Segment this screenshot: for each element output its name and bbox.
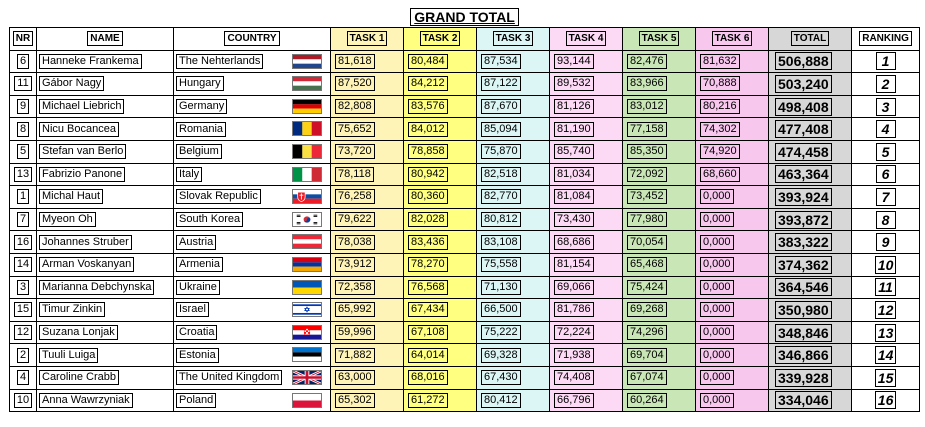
task-6-score: 0,000 (700, 393, 734, 408)
total-score: 348,846 (775, 324, 832, 342)
row-nr: 4 (17, 370, 29, 385)
task-2-score: 78,270 (408, 257, 448, 272)
croatia-flag-icon (292, 325, 322, 340)
competitor-name: Michael Liebrich (39, 99, 124, 114)
task-2-score: 67,434 (408, 302, 448, 317)
row-nr: 3 (17, 280, 29, 295)
country-name: Israel (176, 302, 209, 317)
task-6-score: 0,000 (700, 212, 734, 227)
row-nr: 14 (14, 257, 32, 272)
total-score: 503,240 (775, 75, 832, 93)
competitor-name: Michal Haut (39, 189, 103, 204)
country-name: The Nehterlands (176, 54, 263, 69)
competitor-name: Johannes Struber (39, 235, 132, 250)
task-3-score: 83,108 (481, 235, 521, 250)
row-nr: 13 (14, 167, 32, 182)
task-6-score: 80,216 (700, 99, 740, 114)
task-3-score: 85,094 (481, 122, 521, 137)
ranking-value: 6 (876, 165, 896, 183)
total-score: 474,458 (775, 143, 832, 161)
country-name: Armenia (176, 257, 223, 272)
table-title: GRAND TOTAL (410, 8, 519, 26)
competitor-name: Caroline Crabb (39, 370, 119, 385)
table-row (10, 299, 920, 322)
header-ranking: RANKING (859, 31, 912, 46)
row-nr: 16 (14, 235, 32, 250)
table-row (10, 50, 920, 73)
competitor-name: Timur Zinkin (39, 302, 105, 317)
competitor-name: Tuuli Luiga (39, 348, 98, 363)
table-row (10, 231, 920, 254)
header-task-6: TASK 6 (712, 31, 753, 46)
task-6-score: 0,000 (700, 325, 734, 340)
table-row (10, 118, 920, 141)
table-row (10, 253, 920, 276)
task-3-score: 80,812 (481, 212, 521, 227)
ranking-value: 10 (875, 256, 897, 274)
country-name: Slovak Republic (176, 189, 261, 204)
task-4-score: 71,938 (554, 348, 594, 363)
task-1-score: 78,038 (335, 235, 375, 250)
south-korea-flag-icon (292, 212, 322, 227)
task-1-score: 59,996 (335, 325, 375, 340)
task-2-score: 67,108 (408, 325, 448, 340)
competitor-name: Suzana Lonjak (39, 325, 118, 340)
task-5-score: 70,054 (627, 235, 667, 250)
task-1-score: 72,358 (335, 280, 375, 295)
header-task-2: TASK 2 (420, 31, 461, 46)
uk-flag-icon (292, 370, 322, 385)
task-4-score: 85,740 (554, 144, 594, 159)
task-5-score: 72,092 (627, 167, 667, 182)
header-task-5: TASK 5 (639, 31, 680, 46)
task-1-score: 75,652 (335, 122, 375, 137)
task-2-score: 84,012 (408, 122, 448, 137)
country-name: Hungary (176, 76, 224, 91)
task-1-score: 81,618 (335, 54, 375, 69)
task-1-score: 65,302 (335, 393, 375, 408)
task-5-score: 77,158 (627, 122, 667, 137)
germany-flag-icon (292, 99, 322, 114)
task-6-score: 74,920 (700, 144, 740, 159)
task-2-score: 83,436 (408, 235, 448, 250)
country-name: Estonia (176, 348, 219, 363)
table-row (10, 208, 920, 231)
task-3-score: 87,122 (481, 76, 521, 91)
task-4-score: 89,532 (554, 76, 594, 91)
task-3-score: 71,130 (481, 280, 521, 295)
competitor-name: Stefan van Berlo (39, 144, 126, 159)
row-nr: 1 (17, 189, 29, 204)
task-6-score: 81,632 (700, 54, 740, 69)
task-5-score: 69,704 (627, 348, 667, 363)
task-3-score: 87,534 (481, 54, 521, 69)
total-score: 334,046 (775, 391, 832, 409)
ranking-value: 13 (875, 324, 897, 342)
total-score: 374,362 (775, 256, 832, 274)
ranking-value: 16 (875, 391, 897, 409)
task-5-score: 75,424 (627, 280, 667, 295)
country-name: Austria (176, 235, 216, 250)
task-3-score: 80,412 (481, 393, 521, 408)
country-name: Italy (176, 167, 202, 182)
task-1-score: 73,720 (335, 144, 375, 159)
task-5-score: 67,074 (627, 370, 667, 385)
task-5-score: 60,264 (627, 393, 667, 408)
israel-flag-icon (292, 302, 322, 317)
ranking-value: 5 (876, 143, 896, 161)
task-1-score: 78,118 (335, 167, 374, 182)
task-3-score: 82,518 (481, 167, 521, 182)
row-nr: 2 (17, 348, 29, 363)
country-name: The United Kingdom (176, 370, 282, 385)
header-task-4: TASK 4 (566, 31, 607, 46)
ranking-value: 14 (875, 346, 897, 364)
belgium-flag-icon (292, 144, 322, 159)
task-6-score: 70,888 (700, 76, 740, 91)
table-row (10, 186, 920, 209)
table-row (10, 389, 920, 412)
task-4-score: 81,190 (554, 122, 594, 137)
task-2-score: 84,212 (408, 76, 448, 91)
task-6-score: 0,000 (700, 348, 734, 363)
task-4-score: 74,408 (554, 370, 594, 385)
total-score: 364,546 (775, 278, 832, 296)
grand-total-sheet (9, 7, 919, 412)
row-nr: 11 (14, 76, 31, 91)
header-name: NAME (87, 31, 122, 46)
task-3-score: 75,558 (481, 257, 521, 272)
country-name: South Korea (176, 212, 243, 227)
country-name: Romania (176, 122, 226, 137)
task-2-score: 80,360 (408, 189, 448, 204)
header-task-3: TASK 3 (493, 31, 534, 46)
estonia-flag-icon (292, 347, 322, 362)
task-6-score: 0,000 (700, 235, 734, 250)
task-1-score: 79,622 (335, 212, 375, 227)
task-2-score: 80,942 (408, 167, 448, 182)
task-6-score: 0,000 (700, 189, 734, 204)
slovakia-flag-icon (292, 189, 322, 204)
country-name: Croatia (176, 325, 217, 340)
task-5-score: 83,966 (627, 76, 667, 91)
table-row (10, 163, 920, 186)
total-score: 477,408 (775, 120, 832, 138)
ranking-value: 1 (876, 52, 896, 70)
task-6-score: 68,660 (700, 167, 740, 182)
task-4-score: 69,066 (554, 280, 594, 295)
country-name: Germany (176, 99, 227, 114)
ranking-value: 15 (875, 369, 897, 387)
task-2-score: 76,568 (408, 280, 448, 295)
competitor-name: Arman Voskanyan (39, 257, 134, 272)
task-1-score: 71,882 (335, 348, 375, 363)
task-4-score: 81,126 (554, 99, 594, 114)
row-nr: 5 (17, 144, 29, 159)
netherlands-flag-icon (292, 54, 322, 69)
poland-flag-icon (292, 393, 322, 408)
ranking-value: 11 (875, 278, 896, 296)
task-2-score: 82,028 (408, 212, 448, 227)
row-nr: 9 (17, 99, 29, 114)
table-row (10, 344, 920, 367)
task-2-score: 68,016 (408, 370, 448, 385)
task-6-score: 0,000 (700, 280, 734, 295)
table-row (10, 95, 920, 118)
header-country: COUNTRY (224, 31, 279, 46)
task-3-score: 75,222 (481, 325, 521, 340)
total-score: 393,924 (775, 188, 832, 206)
row-nr: 6 (17, 54, 29, 69)
total-score: 339,928 (775, 369, 832, 387)
competitor-name: Fabrizio Panone (39, 167, 125, 182)
ranking-value: 4 (876, 120, 896, 138)
task-2-score: 78,858 (408, 144, 448, 159)
row-nr: 7 (17, 212, 29, 227)
total-score: 463,364 (775, 165, 832, 183)
row-nr: 10 (14, 393, 32, 408)
table-row (10, 366, 920, 389)
task-1-score: 63,000 (335, 370, 375, 385)
competitor-name: Marianna Debchynska (39, 280, 154, 295)
ranking-value: 7 (876, 188, 896, 206)
romania-flag-icon (292, 121, 322, 136)
task-6-score: 0,000 (700, 257, 734, 272)
task-4-score: 66,796 (554, 393, 594, 408)
header-row (10, 28, 920, 51)
task-6-score: 0,000 (700, 302, 734, 317)
task-1-score: 76,258 (335, 189, 375, 204)
task-6-score: 0,000 (700, 370, 734, 385)
task-1-score: 87,520 (335, 76, 375, 91)
task-2-score: 83,576 (408, 99, 448, 114)
task-4-score: 93,144 (554, 54, 594, 69)
task-5-score: 83,012 (627, 99, 667, 114)
task-2-score: 61,272 (408, 393, 448, 408)
table-row (10, 73, 920, 96)
task-5-score: 69,268 (627, 302, 667, 317)
task-3-score: 75,870 (481, 144, 521, 159)
competitor-name: Hanneke Frankema (39, 54, 142, 69)
task-2-score: 64,014 (408, 348, 448, 363)
task-5-score: 77,980 (627, 212, 667, 227)
row-nr: 12 (14, 325, 32, 340)
task-3-score: 66,500 (481, 302, 521, 317)
task-5-score: 73,452 (627, 189, 667, 204)
total-score: 498,408 (775, 98, 832, 116)
task-3-score: 69,328 (481, 348, 521, 363)
armenia-flag-icon (292, 257, 322, 272)
total-score: 506,888 (775, 52, 832, 70)
task-3-score: 87,670 (481, 99, 521, 114)
header-total: TOTAL (791, 31, 829, 46)
task-5-score: 82,476 (627, 54, 667, 69)
title-row (10, 7, 920, 28)
ranking-value: 2 (876, 75, 896, 93)
total-score: 346,866 (775, 346, 832, 364)
table-row (10, 140, 920, 163)
task-5-score: 85,350 (627, 144, 667, 159)
competitor-name: Nicu Bocancea (39, 122, 119, 137)
total-score: 383,322 (775, 233, 832, 251)
task-4-score: 81,034 (554, 167, 594, 182)
row-nr: 8 (17, 122, 29, 137)
task-4-score: 68,686 (554, 235, 594, 250)
competitor-name: Gábor Nagy (39, 76, 104, 91)
competitor-name: Anna Wawrzyniak (39, 393, 133, 408)
table-row (10, 276, 920, 299)
header-nr: NR (13, 31, 33, 46)
italy-flag-icon (292, 167, 322, 182)
austria-flag-icon (292, 234, 322, 249)
competitor-name: Myeon Oh (39, 212, 96, 227)
task-1-score: 82,808 (335, 99, 375, 114)
country-name: Belgium (176, 144, 222, 159)
task-6-score: 74,302 (700, 122, 740, 137)
ranking-value: 9 (876, 233, 896, 251)
task-5-score: 65,468 (627, 257, 667, 272)
hungary-flag-icon (292, 76, 322, 91)
ranking-value: 8 (876, 211, 896, 229)
row-nr: 15 (14, 302, 32, 317)
ranking-value: 12 (875, 301, 897, 319)
table-row (10, 321, 920, 344)
task-4-score: 81,084 (554, 189, 594, 204)
task-1-score: 65,992 (335, 302, 375, 317)
total-score: 393,872 (775, 211, 832, 229)
header-task-1: TASK 1 (347, 31, 388, 46)
task-4-score: 81,154 (554, 257, 594, 272)
task-1-score: 73,912 (335, 257, 375, 272)
task-4-score: 73,430 (554, 212, 594, 227)
total-score: 350,980 (775, 301, 832, 319)
ukraine-flag-icon (292, 280, 322, 295)
country-name: Poland (176, 393, 216, 408)
task-4-score: 81,786 (554, 302, 594, 317)
task-3-score: 67,430 (481, 370, 521, 385)
task-3-score: 82,770 (481, 189, 521, 204)
task-2-score: 80,484 (408, 54, 448, 69)
ranking-value: 3 (876, 98, 896, 116)
task-4-score: 72,224 (554, 325, 594, 340)
country-name: Ukraine (176, 280, 220, 295)
results-table (9, 7, 920, 412)
task-5-score: 74,296 (627, 325, 667, 340)
